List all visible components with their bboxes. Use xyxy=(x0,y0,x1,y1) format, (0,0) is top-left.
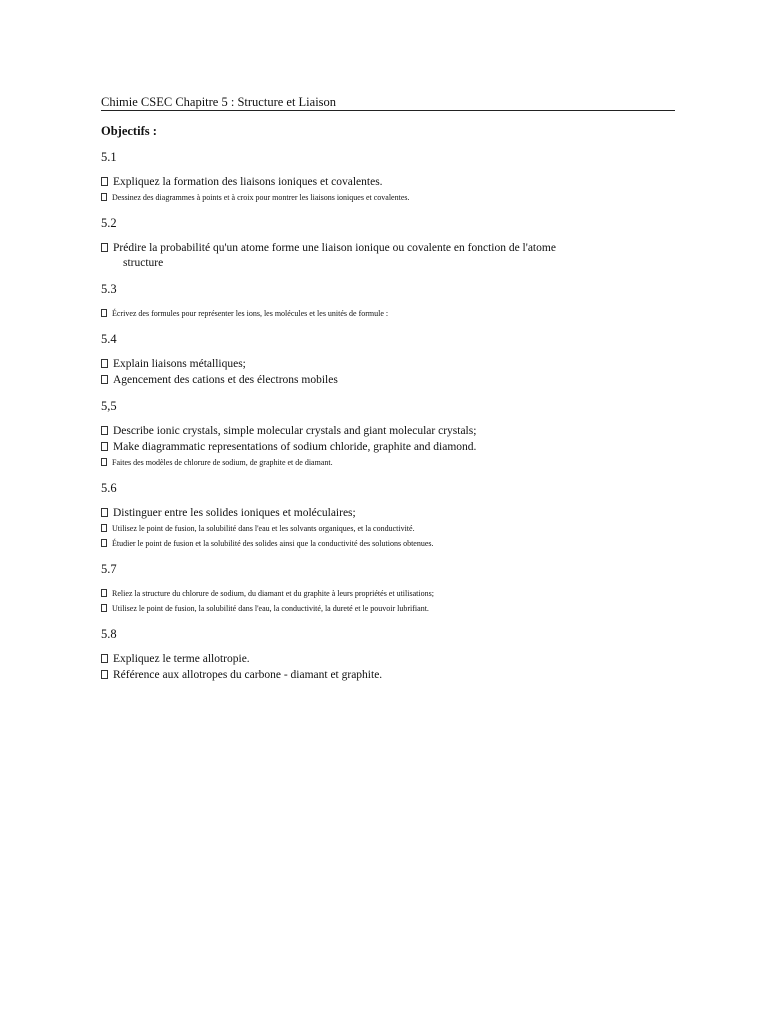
bullet-box-icon xyxy=(101,426,108,435)
list-item xyxy=(101,667,675,683)
section-number: 5,5 xyxy=(101,399,117,413)
list-item-text: Describe ionic crystals, simple molecular crystals and giant molecular crystals; xyxy=(113,425,477,437)
bullet-box-icon xyxy=(101,524,107,532)
objective-section xyxy=(101,215,675,271)
bullet-box-icon xyxy=(101,442,108,451)
section-number: 5.3 xyxy=(101,282,117,296)
list-item-text: Reliez la structure du chlorure de sodium, du diamant et du graphite à leurs propriétés et utilisations; xyxy=(112,589,434,598)
bullet-box-icon xyxy=(101,359,108,368)
list-item-text: Utilisez le point de fusion, la solubilité dans l'eau et les solvants organiques, et la conductivité. xyxy=(112,524,415,533)
bullet-box-icon xyxy=(101,604,107,612)
list-item xyxy=(101,601,675,616)
list-item-text: Utilisez le point de fusion, la solubilité dans l'eau, la conductivité, la dureté et le pouvoir lubrifiant. xyxy=(112,604,429,613)
objective-section xyxy=(101,331,675,388)
bullet-box-icon xyxy=(101,375,108,384)
section-number: 5.2 xyxy=(101,216,117,230)
section-number: 5.1 xyxy=(101,150,117,164)
objective-section xyxy=(101,149,675,205)
bullet-box-icon xyxy=(101,177,108,186)
list-item xyxy=(101,423,675,439)
list-item xyxy=(101,306,675,321)
list-item xyxy=(101,372,675,388)
list-item-text: Faites des modèles de chlorure de sodium, de graphite et de diamant. xyxy=(112,458,333,467)
objective-section xyxy=(101,281,675,321)
bullet-box-icon xyxy=(101,243,108,252)
list-item xyxy=(101,586,675,601)
document-title: Chimie CSEC Chapitre 5 : Structure et Liaison xyxy=(101,94,675,111)
sections-list xyxy=(101,149,675,683)
list-item-text: Expliquez la formation des liaisons ioniques et covalentes. xyxy=(113,176,383,188)
list-item xyxy=(101,521,675,536)
bullet-box-icon xyxy=(101,309,107,317)
list-item-text: Référence aux allotropes du carbone - diamant et graphite. xyxy=(113,669,383,681)
list-item xyxy=(101,190,675,205)
objective-section xyxy=(101,626,675,683)
list-item-text: Distinguer entre les solides ioniques et moléculaires; xyxy=(113,507,356,519)
objective-section xyxy=(101,398,675,470)
list-item-text: Prédire la probabilité qu'un atome forme une liaison ionique ou covalente en fonction de l'atome xyxy=(113,242,556,254)
bullet-box-icon xyxy=(101,193,107,201)
objective-section xyxy=(101,561,675,616)
bullet-box-icon xyxy=(101,508,108,517)
list-item-text: Explain liaisons métalliques; xyxy=(113,358,246,370)
list-item-continuation: structure xyxy=(123,257,164,269)
list-item-text: Expliquez le terme allotropie. xyxy=(113,653,250,665)
list-item xyxy=(101,439,675,455)
section-number: 5.6 xyxy=(101,481,117,495)
list-item-text: Dessinez des diagrammes à points et à croix pour montrer les liaisons ioniques et covalentes. xyxy=(112,193,410,202)
bullet-box-icon xyxy=(101,654,108,663)
list-item-text: Étudier le point de fusion et la solubilité des solides ainsi que la conductivité des solutions obtenues. xyxy=(112,539,434,548)
list-item-text: Écrivez des formules pour représenter les ions, les molécules et les unités de formule : xyxy=(112,309,389,318)
objectives-heading: Objectifs : xyxy=(101,124,157,138)
list-item xyxy=(101,505,675,521)
document-page xyxy=(101,94,675,683)
bullet-box-icon xyxy=(101,589,107,597)
section-number: 5.7 xyxy=(101,562,117,576)
list-item xyxy=(101,240,675,256)
list-item xyxy=(101,174,675,190)
bullet-box-icon xyxy=(101,670,108,679)
list-item-text: Make diagrammatic representations of sodium chloride, graphite and diamond. xyxy=(113,441,477,453)
list-item-text: Agencement des cations et des électrons mobiles xyxy=(113,374,338,386)
bullet-box-icon xyxy=(101,539,107,547)
objective-section xyxy=(101,480,675,551)
list-item xyxy=(101,455,675,470)
list-item xyxy=(101,651,675,667)
list-item xyxy=(101,356,675,372)
list-item xyxy=(101,536,675,551)
bullet-box-icon xyxy=(101,458,107,466)
section-number: 5.4 xyxy=(101,332,117,346)
section-number: 5.8 xyxy=(101,627,117,641)
